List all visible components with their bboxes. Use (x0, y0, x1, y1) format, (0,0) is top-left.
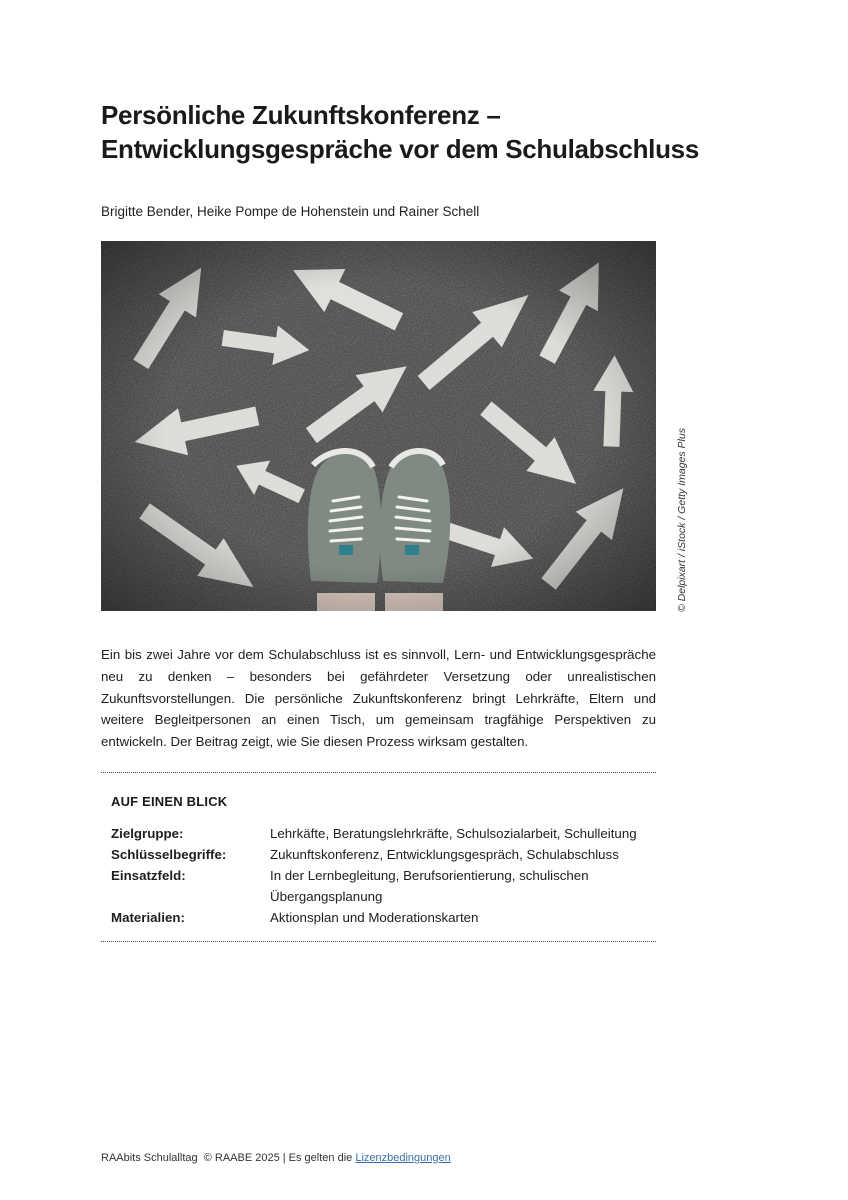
overview-row-schluesselbegriffe (111, 844, 656, 865)
title-line-2: Entwicklungsgespräche vor dem Schulabschluss (101, 134, 699, 164)
overview-label: Einsatzfeld: (111, 868, 186, 883)
overview-label: Zielgruppe: (111, 826, 184, 841)
divider-top (101, 772, 656, 773)
overview-value: Zukunftskonferenz, Entwicklungsgespräch, Schulabschluss (270, 847, 619, 862)
overview-value: Lehrkäfte, Beratungslehrkräfte, Schulsozialarbeit, Schulleitung (270, 826, 637, 841)
footer-text: RAAbits Schulalltag © RAABE 2025 | Es gelten die (101, 1152, 356, 1164)
title-line-1: Persönliche Zukunftskonferenz – (101, 100, 501, 130)
cover-photo (101, 241, 656, 611)
overview-label: Schlüsselbegriffe: (111, 847, 227, 862)
overview-row-einsatzfeld (111, 865, 656, 907)
image-credit: © Delpixart / iStock / Getty Images Plus (676, 428, 688, 612)
overview-label: Materialien: (111, 910, 185, 925)
overview-heading: AUF EINEN BLICK (111, 794, 228, 809)
page-title (101, 98, 721, 166)
license-link[interactable]: Lizenzbedingungen (355, 1152, 451, 1164)
overview-value: Aktionsplan und Moderationskarten (270, 910, 479, 925)
overview-table (111, 823, 656, 928)
overview-row-materialien (111, 907, 656, 928)
overview-row-zielgruppe (111, 823, 656, 844)
authors: Brigitte Bender, Heike Pompe de Hohenstein und Rainer Schell (101, 204, 480, 219)
overview-value: In der Lernbegleitung, Berufsorientierung, schulischen Übergangsplanung (270, 868, 589, 904)
footer (101, 1152, 451, 1164)
intro-paragraph: Ein bis zwei Jahre vor dem Schulabschluss ist es sinnvoll, Lern- und Entwicklungsgespräche neu zu denken – besonders bei gefährdeter Versetzung oder unrealistischen Zukunftsvorstellungen. Die persönliche Zukunftskonferenz bringt Lehrkräfte, Eltern und weitere Begleitpersonen an einen Tisch, um gemeinsam tragfähige Perspektiven zu entwickeln. Der Beitrag zeigt, wie Sie diesen Prozess wirksam gestalten. (101, 647, 656, 750)
divider-bottom (101, 941, 656, 942)
